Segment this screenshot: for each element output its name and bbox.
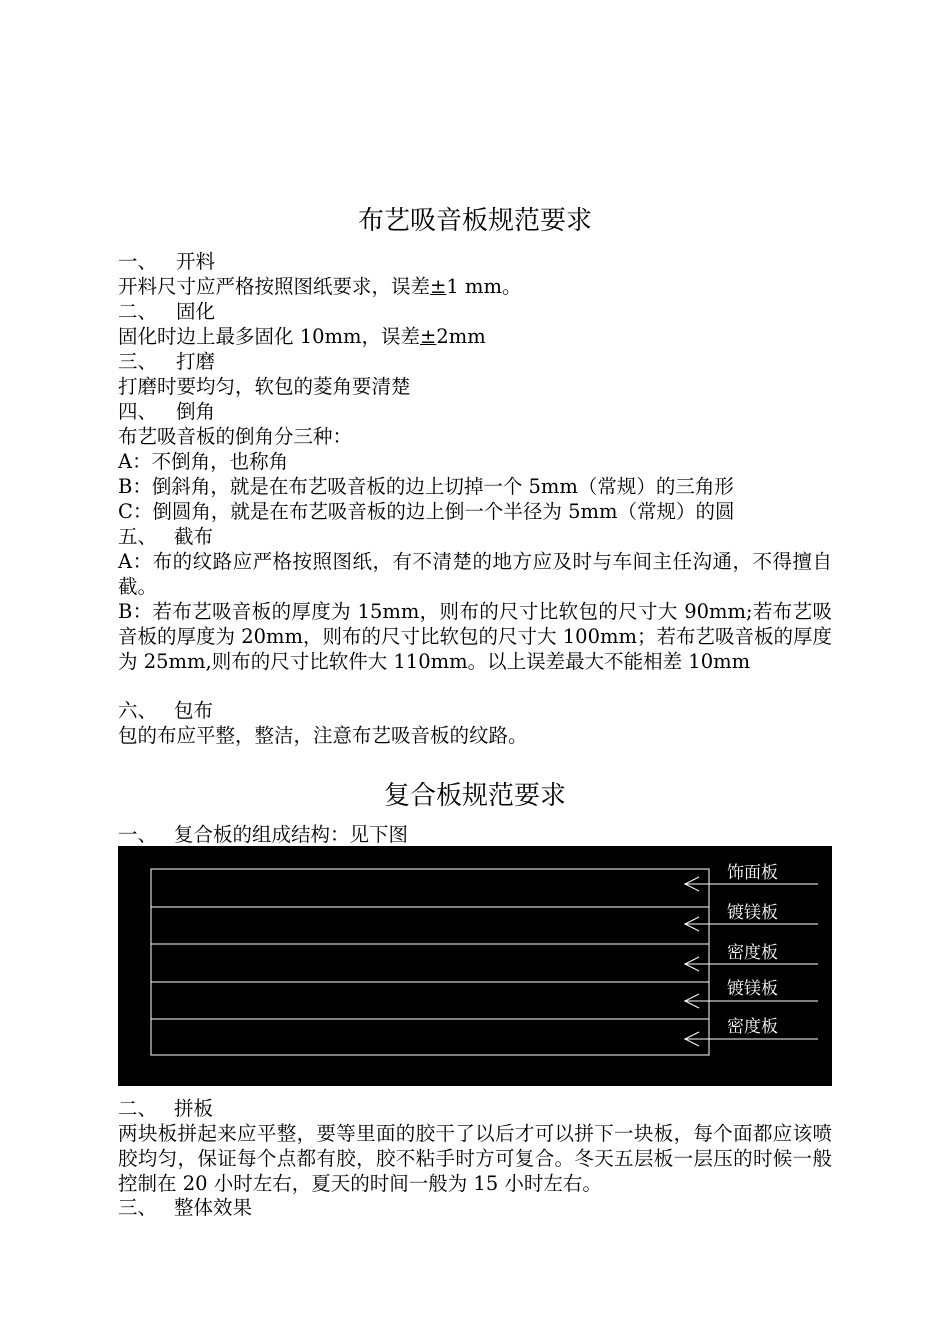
- section-1-text: [118, 274, 832, 299]
- layer-label: 密度板: [727, 943, 778, 963]
- section-5-item-b: B：若布艺吸音板的厚度为 15mm，则布的尺寸比软包的尺寸大 90mm;若布艺吸音板的厚度为 20mm，则布的尺寸比软包的尺寸大 100mm；若布艺吸音板的厚度为 25mm,则布的尺寸比软件大 110mm。以上误差最大不能相差 10mm: [118, 600, 832, 673]
- section-title: 包布: [174, 699, 214, 722]
- section-5-heading: [118, 524, 832, 549]
- section-number: 四、: [118, 400, 158, 423]
- plus-minus-sign: ±: [430, 275, 447, 298]
- part-2-heading: [118, 1096, 832, 1121]
- section-6-heading: [118, 698, 832, 723]
- section-6-text: 包的布应平整，整洁，注意布艺吸音板的纹路。: [118, 724, 528, 747]
- section-title: 倒角: [176, 400, 216, 423]
- section-4-intro: 布艺吸音板的倒角分三种：: [118, 425, 353, 448]
- section-title: 打磨: [176, 350, 216, 373]
- part-3-heading: [118, 1195, 832, 1220]
- plus-minus-sign: ±: [420, 325, 437, 348]
- section-title: 拼板: [174, 1097, 214, 1120]
- section-2-heading: [118, 299, 832, 324]
- part-1-heading: [118, 822, 832, 847]
- section-title: 截布: [174, 525, 214, 548]
- section-number: 六、: [118, 699, 158, 722]
- section-number: 二、: [118, 1097, 158, 1120]
- section-3-heading: [118, 349, 832, 374]
- section-2-text: [118, 324, 832, 349]
- section-3-text: 打磨时要均匀，软包的菱角要清楚: [118, 375, 411, 398]
- section-number: 一、: [118, 250, 158, 273]
- section-4-item-a: A：不倒角，也称角: [118, 450, 289, 473]
- board-outline: [151, 869, 709, 1055]
- title-fabric-panel: 布艺吸音板规范要求: [357, 206, 592, 236]
- section-number: 三、: [118, 1196, 158, 1219]
- section-4-item-b: B：倒斜角，就是在布艺吸音板的边上切掉一个 5mm（常规）的三角形: [118, 475, 734, 498]
- section-5-item-a: A：布的纹路应严格按照图纸，有不清楚的地方应及时与车间主任沟通，不得擅自截。: [118, 550, 832, 598]
- text-part: 2mm: [436, 325, 486, 348]
- section-4-heading: [118, 399, 832, 424]
- layer-label: 密度板: [727, 1017, 778, 1037]
- layer-label: 饰面板: [727, 863, 778, 883]
- section-title: 整体效果: [174, 1196, 253, 1219]
- layer-label: 镀镁板: [727, 979, 778, 999]
- section-number: 二、: [118, 300, 158, 323]
- section-4-item-c: C：倒圆角，就是在布艺吸音板的边上倒一个半径为 5mm（常规）的圆: [118, 500, 735, 523]
- layer-label: 镀镁板: [727, 903, 778, 923]
- section-title: 复合板的组成结构：见下图: [174, 823, 409, 846]
- section-number: 一、: [118, 823, 158, 846]
- layer-diagram-svg: [118, 846, 832, 1086]
- section-title: 开料: [176, 250, 216, 273]
- section-title: 固化: [176, 300, 216, 323]
- section-number: 五、: [118, 525, 158, 548]
- text-part: 1 mm。: [446, 275, 522, 298]
- title-composite-board: 复合板规范要求: [383, 781, 566, 811]
- section-number: 三、: [118, 350, 158, 373]
- part-2-text: 两块板拼起来应平整，要等里面的胶干了以后才可以拼下一块板，每个面都应该喷胶均匀，保证每个点都有胶，胶不粘手时方可复合。冬天五层板一层压的时候一般控制在 20 小时左右，夏天的时间一般为 15 小时左右。: [118, 1122, 832, 1195]
- section-1-heading: [118, 249, 832, 274]
- text-part: 开料尺寸应严格按照图纸要求，误差: [118, 275, 431, 298]
- composite-structure-diagram: [118, 846, 832, 1086]
- text-part: 固化时边上最多固化 10mm，误差: [118, 325, 420, 348]
